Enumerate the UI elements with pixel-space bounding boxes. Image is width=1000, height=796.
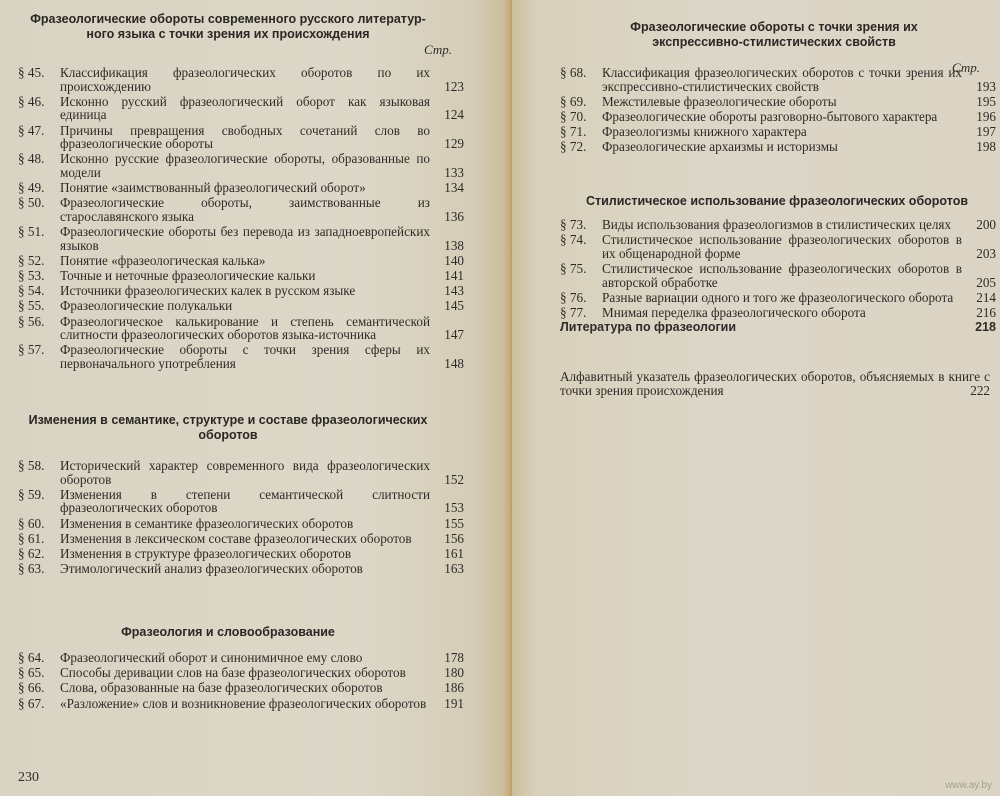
toc-entry (560, 110, 996, 124)
toc-entry-page: 133 (444, 164, 464, 180)
toc-entry (18, 66, 464, 93)
page-number: 230 (18, 770, 39, 785)
toc-entry-number: § 56. (18, 313, 45, 329)
toc-entry (18, 95, 464, 122)
toc-entry-text: Мнимая переделка фразеологического оборота (602, 304, 866, 320)
toc-entry-number: § 46. (18, 93, 45, 109)
toc-entry-page: 145 (444, 298, 464, 314)
toc-entry-number: § 55. (18, 298, 45, 314)
toc-entry (18, 517, 464, 531)
section-title-line: Фразеологические обороты с точки зрения их (630, 20, 918, 34)
toc-entry-number: § 63. (18, 561, 45, 577)
section-title-line: экспрессивно-стилистических свойств (652, 35, 896, 49)
toc-entry-text: Источники фразеологических калек в русском языке (60, 283, 356, 299)
toc-entry-page: 203 (976, 245, 996, 261)
toc-entry-number: § 61. (18, 530, 45, 546)
toc-entry-page: 197 (976, 124, 996, 140)
toc-list-changes (18, 459, 464, 577)
toc-entry-page: 136 (444, 208, 464, 224)
toc-entry (560, 125, 996, 139)
toc-entry (18, 269, 464, 283)
toc-entry-text: Разные вариации одного и того же фразеологического оборота (602, 289, 954, 305)
toc-entry-page: 186 (444, 680, 464, 696)
toc-entry-text: Фразеологический оборот и синонимичное ему слово (60, 650, 363, 665)
toc-entry-page: 200 (976, 217, 996, 232)
toc-entry-text: Изменения в структуре фразеологических оборотов (60, 545, 352, 561)
toc-entry (18, 124, 464, 151)
toc-entry-number: § 54. (18, 283, 45, 299)
toc-entry (560, 262, 996, 289)
toc-entry-text: Стилистическое использование фразеологических оборотов в авторской обработке (602, 260, 962, 290)
toc-entry-text: Классификация фразеологических оборотов по их происхождению (60, 65, 430, 94)
toc-entry-number: § 51. (18, 224, 45, 240)
toc-entry-page: 155 (444, 515, 464, 531)
toc-entry-page: 147 (444, 327, 464, 343)
toc-entry-text: «Разложение» слов и возникновение фразеологических оборотов (60, 695, 427, 711)
toc-entry (560, 95, 996, 109)
page-column-label: Стр. (952, 60, 980, 75)
section-title-origin (14, 12, 442, 42)
toc-entry-page: 178 (444, 650, 464, 665)
toc-entry-number: § 50. (18, 195, 45, 211)
toc-entry-text: Понятие «заимствованный фразеологический оборот» (60, 180, 366, 196)
toc-entry-page: 191 (444, 695, 464, 711)
toc-entry-text: Фразеологические обороты разговорно-бытового характера (602, 108, 938, 124)
toc-entry-page: 180 (444, 665, 464, 681)
toc-entry-number: § 57. (18, 342, 45, 358)
toc-entry-number: § 53. (18, 268, 45, 284)
toc-entry (560, 218, 996, 232)
toc-entry-page: 140 (444, 252, 464, 268)
section-title-stylistic-properties (582, 20, 966, 50)
toc-entry (18, 225, 464, 252)
toc-entry-number: § 73. (560, 217, 587, 232)
section-title-line: Фразеологические обороты современного русского литератур- (30, 12, 426, 26)
toc-entry (560, 233, 996, 260)
toc-entry-text: Фразеологические обороты без перевода из западноевропейских языков (60, 224, 430, 253)
toc-entry (18, 651, 464, 665)
toc-entry (560, 140, 996, 154)
index-entry-text: Алфавитный указатель фразеологических оборотов, объясняемых в книге с точки зрения происхождения (560, 369, 990, 398)
toc-entry-text: Фразеологические архаизмы и историзмы (602, 139, 838, 155)
toc-entry (18, 181, 464, 195)
toc-entry-text: Изменения в семантике фразеологических оборотов (60, 515, 354, 531)
toc-entry-number: § 66. (18, 680, 45, 696)
toc-entry-page: 198 (976, 139, 996, 155)
toc-entry-page: 138 (444, 237, 464, 253)
toc-entry-number: § 59. (18, 486, 45, 502)
toc-entry-page: 143 (444, 283, 464, 299)
toc-entry (18, 666, 464, 680)
toc-entry (560, 306, 996, 320)
toc-list-origin (18, 66, 464, 372)
toc-entry-number: § 72. (560, 139, 587, 155)
toc-entry (18, 547, 464, 561)
toc-entry-number: § 49. (18, 180, 45, 196)
toc-entry-page: 163 (444, 561, 464, 577)
toc-entry-number: § 64. (18, 650, 45, 665)
alphabetical-index-entry (560, 370, 990, 398)
watermark: www.ay.by (944, 780, 992, 791)
toc-entry-text: Способы деривации слов на базе фразеологических оборотов (60, 665, 406, 681)
toc-entry-text: Исконно русский фразеологический оборот как языковая единица (60, 93, 430, 123)
toc-entry-page: 161 (444, 545, 464, 561)
toc-entry-number: § 58. (18, 458, 45, 473)
toc-entry-number: § 77. (560, 304, 587, 320)
section-title-stylistic-use: Стилистическое использование фразеологических оборотов (585, 194, 969, 208)
toc-entry-page: 218 (975, 320, 996, 335)
toc-entry-text: Фразеологизмы книжного характера (602, 124, 807, 140)
page-column-label: Стр. (424, 42, 452, 57)
toc-entry (18, 459, 464, 486)
right-page (512, 0, 1000, 796)
toc-entry-text: Виды использования фразеологизмов в стилистических целях (602, 217, 952, 232)
toc-entry-text: Точные и неточные фразеологические кальки (60, 268, 316, 284)
toc-entry (18, 284, 464, 298)
toc-entry-page: 124 (444, 107, 464, 123)
toc-entry-text: Фразеологическое калькирование и степень семантической слитности фразеологических оборотов языка-источника (60, 313, 430, 343)
toc-entry-page: 216 (976, 304, 996, 320)
toc-entry-text: Изменения в степени семантической слитности фразеологических оборотов (60, 486, 430, 516)
toc-entry (18, 532, 464, 546)
toc-entry-text: Литература по фразеологии (560, 320, 737, 335)
toc-entry-number: § 71. (560, 124, 587, 140)
toc-entry-text: Исконно русские фразеологические обороты, образованные по модели (60, 151, 430, 180)
toc-entry-number: § 45. (18, 65, 45, 80)
toc-entry-number: § 62. (18, 545, 45, 561)
toc-list-stylistic-properties (560, 66, 996, 156)
toc-entry-text: Понятие «фразеологическая калька» (60, 252, 266, 268)
toc-entry-page: 123 (444, 78, 464, 94)
toc-entry-number: § 67. (18, 695, 45, 711)
toc-entry (18, 562, 464, 576)
toc-entry (560, 291, 996, 305)
toc-entry (18, 681, 464, 695)
toc-entry-number: § 52. (18, 252, 45, 268)
toc-entry-page: 193 (976, 78, 996, 94)
toc-entry-page: 205 (976, 274, 996, 290)
toc-entry-text: Причины превращения свободных сочетаний слов во фразеологические обороты (60, 122, 430, 152)
toc-entry-page: 141 (444, 268, 464, 284)
toc-entry-number: § 74. (560, 232, 587, 248)
toc-entry-text: Исторический характер современного вида фразеологических оборотов (60, 458, 430, 487)
section-title-line: ного языка с точки зрения их происхождения (86, 27, 370, 41)
toc-entry-page: 129 (444, 136, 464, 152)
toc-entry-page: 134 (444, 180, 464, 196)
toc-entry (18, 488, 464, 515)
toc-entry-number: § 47. (18, 122, 45, 138)
toc-entry (18, 299, 464, 313)
toc-entry-page: 153 (444, 500, 464, 516)
toc-list-word-formation (18, 651, 464, 712)
toc-entry-number: § 76. (560, 289, 587, 305)
section-title-line: Изменения в семантике, структуре и составе фразеологических (28, 413, 428, 427)
toc-entry-page: 214 (976, 289, 996, 305)
toc-entry (18, 315, 464, 342)
toc-entry-page: 152 (444, 471, 464, 487)
section-title-line: оборотов (198, 428, 258, 442)
toc-entry-text: Фразеологические обороты, заимствованные из старославянского языка (60, 195, 430, 224)
section-title-word-formation: Фразеология и словообразование (121, 625, 335, 639)
toc-entry-number: § 68. (560, 65, 587, 80)
toc-entry-text: Стилистическое использование фразеологических оборотов в их общенародной форме (602, 232, 962, 261)
toc-entry-page: 156 (444, 530, 464, 546)
toc-entry-page: 196 (976, 108, 996, 124)
toc-entry (18, 254, 464, 268)
section-title-changes (14, 413, 442, 443)
toc-entry-page: 148 (444, 356, 464, 371)
toc-entry-number: § 65. (18, 665, 45, 681)
toc-entry-text: Фразеологические полукальки (60, 298, 233, 314)
toc-entry-number: § 60. (18, 515, 45, 531)
index-entry-page: 222 (970, 383, 990, 398)
toc-entry-page: 195 (976, 93, 996, 109)
toc-entry-number: § 75. (560, 260, 587, 276)
toc-list-stylistic-use (560, 218, 996, 336)
toc-entry-text: Классификация фразеологических оборотов с точки зрения их экспрессивно-стилистических свойств (602, 65, 962, 94)
toc-entry (18, 697, 464, 711)
toc-entry (18, 196, 464, 223)
toc-entry-literature (560, 321, 996, 335)
toc-entry-text: Изменения в лексическом составе фразеологических оборотов (60, 530, 412, 546)
toc-entry (18, 343, 464, 370)
toc-entry-number: § 48. (18, 151, 45, 167)
toc-entry-text: Фразеологические обороты с точки зрения сферы их первоначального употребления (60, 342, 430, 371)
toc-entry-number: § 69. (560, 93, 587, 109)
toc-entry-text: Межстилевые фразеологические обороты (602, 93, 837, 109)
toc-entry (560, 66, 996, 93)
toc-entry (18, 152, 464, 179)
toc-entry-text: Этимологический анализ фразеологических оборотов (60, 561, 363, 577)
toc-entry-text: Слова, образованные на базе фразеологических оборотов (60, 680, 383, 696)
toc-entry-number: § 70. (560, 108, 587, 124)
